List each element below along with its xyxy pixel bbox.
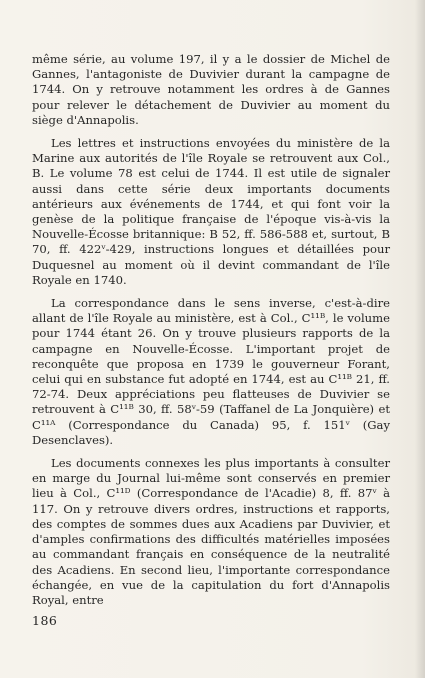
paragraph: La correspondance dans le sens inverse, c'est-à-dire allant de l'île Royale au ministère, est à Col., C¹¹ᴮ, le volume pour 1744 étant 26. On y trouve plusieurs rapports de la campagne en Nouvelle-Écosse. L'important projet de reconquête que proposa en 1739 le gouverneur Forant, celui qui en substance fut adopté en 1744, est au C¹¹ᴮ 21, ff. 72-74. Deux appréciations peu flatteuses de Duvivier se retrouvent à C¹¹ᴮ 30, ff. 58ᵛ-59 (Taffanel de La Jonquière) et C¹¹ᴬ (Correspondance du Canada) 95, f. 151ᵛ (Gay Desenclaves).: [32, 296, 390, 447]
body-text: [32, 52, 390, 616]
paragraph: Les lettres et instructions envoyées du ministère de la Marine aux autorités de l'île Royale se retrouvent aux Col., B. Le volume 78 est celui de 1744. Il est utile de signaler aussi dans cette série deux importants documents antérieurs aux événements de 1744, et qui font voir la genèse de la politique française de l'époque vis-à-vis la Nouvelle-Écosse britannique: B 52, ff. 586-588 et, surtout, B 70, ff. 422ᵛ-429, instructions longues et détaillées pour Duquesnel au moment où il devint commandant de l'île Royale en 1740.: [32, 136, 390, 287]
paragraph: Les documents connexes les plus importants à consulter en marge du Journal lui-même sont conservés en premier lieu à Col., C¹¹ᴰ (Correspondance de l'Acadie) 8, ff. 87ᵛ à 117. On y retrouve divers ordres, instructions et rapports, des comptes de sommes dues aux Acadiens par Duvivier, et d'amples confirmations des difficultés matérielles imposées au commandant français en conséquence de la neutralité des Acadiens. En second lieu, l'importante correspondance échangée, en vue de la capitulation du fort d'Annapolis Royal, entre: [32, 456, 390, 607]
page-edge-shadow: [415, 0, 425, 678]
page-number: 186: [32, 613, 58, 628]
paragraph: même série, au volume 197, il y a le dossier de Michel de Gannes, l'antagoniste de Duvivier durant la campagne de 1744. On y retrouve notamment les ordres à de Gannes pour relever le détachement de Duvivier au moment du siège d'Annapolis.: [32, 52, 390, 127]
